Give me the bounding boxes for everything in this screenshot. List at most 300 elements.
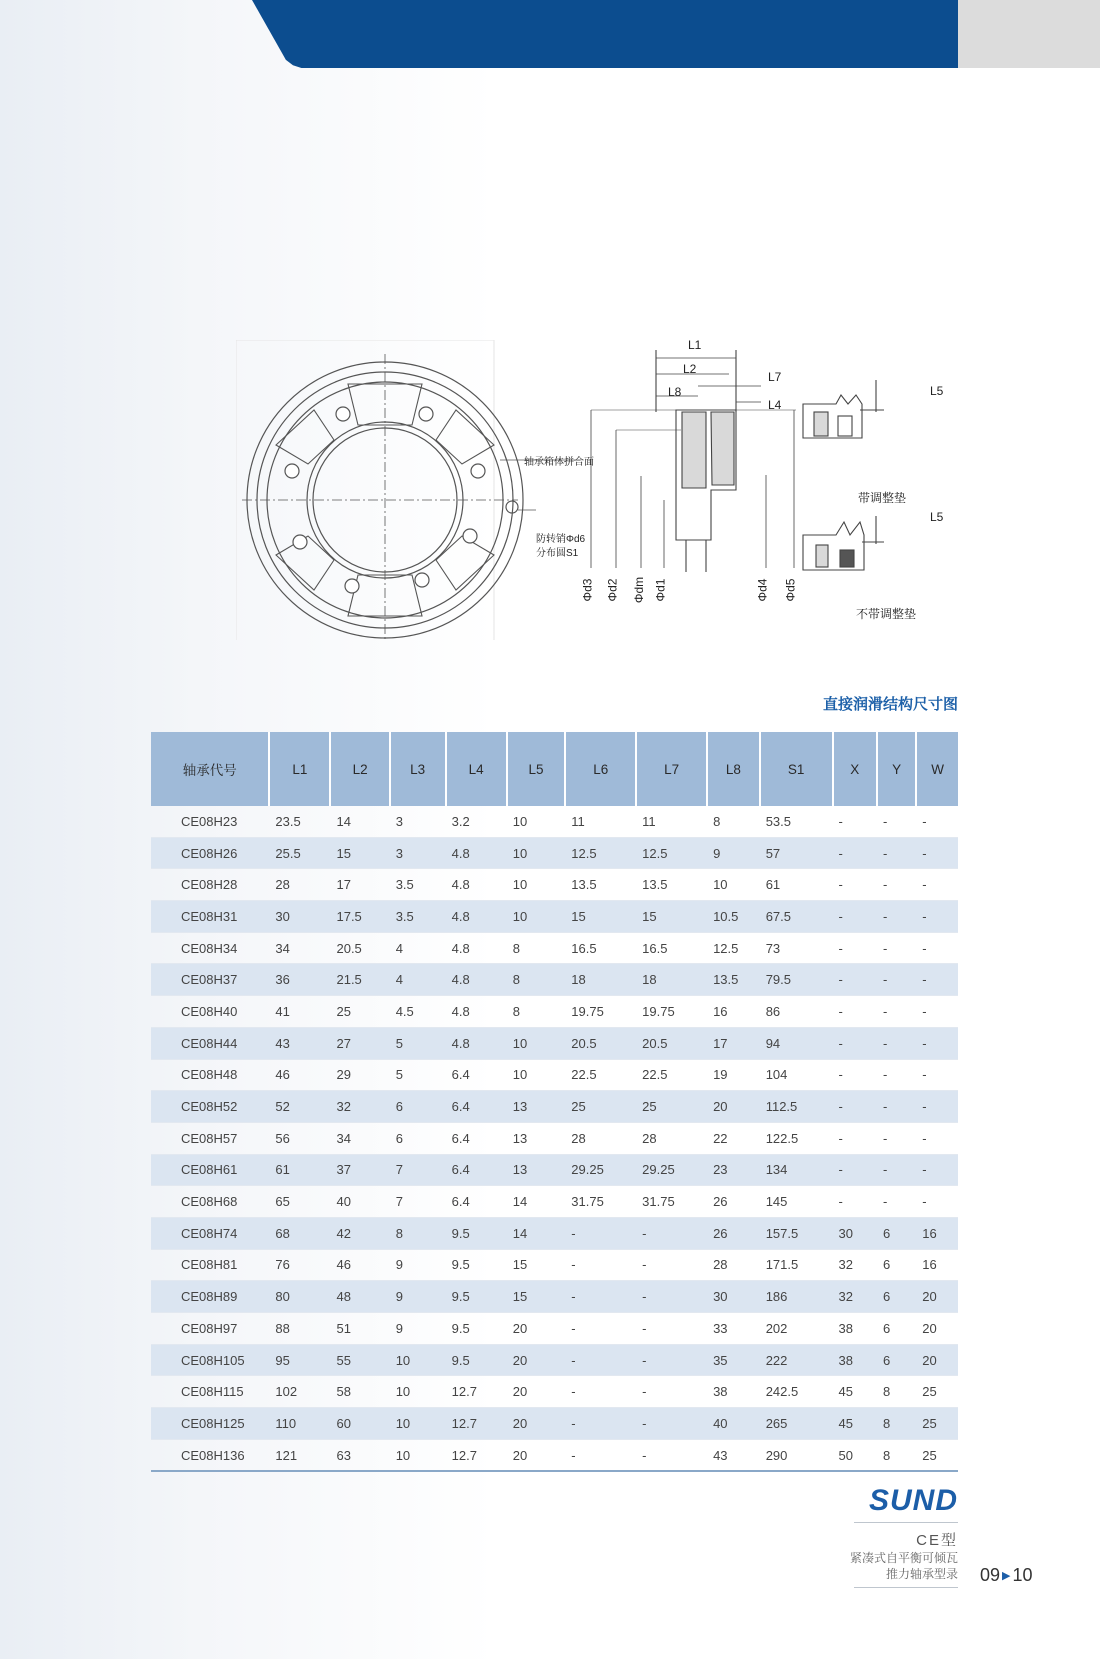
table-cell: 6	[877, 1249, 916, 1281]
table-cell: -	[565, 1313, 636, 1345]
table-cell: 4.8	[446, 869, 507, 901]
table-cell: 145	[760, 1186, 833, 1218]
table-cell: 29.25	[636, 1154, 707, 1186]
table-cell: 22	[707, 1122, 760, 1154]
section-title: 直接润滑结构尺寸图	[822, 696, 958, 713]
table-cell: -	[565, 1344, 636, 1376]
header-cell: L1	[269, 732, 330, 806]
annotation-split-face: 轴承箱体拼合面	[524, 457, 594, 468]
table-cell: -	[916, 901, 958, 933]
table-cell: 42	[330, 1217, 389, 1249]
header-cell: L3	[390, 732, 446, 806]
table-cell: 13.5	[707, 964, 760, 996]
page-number-right: 10	[1012, 1565, 1033, 1585]
table-cell: 222	[760, 1344, 833, 1376]
table-cell: -	[916, 996, 958, 1028]
table-cell: 61	[760, 869, 833, 901]
table-cell: -	[833, 1091, 877, 1123]
header-side-block	[958, 0, 1100, 68]
table-cell: -	[636, 1439, 707, 1471]
table-cell: -	[877, 932, 916, 964]
table-cell: 29	[330, 1059, 389, 1091]
table-row	[151, 1376, 958, 1408]
table-cell: 8	[507, 996, 566, 1028]
table-cell: 20	[916, 1313, 958, 1345]
table-cell: 11	[565, 806, 636, 837]
table-cell: -	[833, 1027, 877, 1059]
bearing-code-cell: CE08H81	[151, 1249, 269, 1281]
table-cell: 27	[330, 1027, 389, 1059]
table-cell: 52	[269, 1091, 330, 1123]
table-cell: 10	[390, 1344, 446, 1376]
table-cell: 171.5	[760, 1249, 833, 1281]
table-cell: 110	[269, 1408, 330, 1440]
table-cell: 134	[760, 1154, 833, 1186]
caption-without-shim: 不带调整垫	[856, 607, 917, 621]
table-cell: 58	[330, 1376, 389, 1408]
table-cell: -	[877, 996, 916, 1028]
header-cell: L8	[707, 732, 760, 806]
table-cell: 20.5	[565, 1027, 636, 1059]
bearing-code-cell: CE08H23	[151, 806, 269, 837]
table-cell: 9	[390, 1249, 446, 1281]
table-cell: 14	[507, 1217, 566, 1249]
table-cell: 16.5	[636, 932, 707, 964]
table-cell: 40	[330, 1186, 389, 1218]
table-cell: -	[877, 1186, 916, 1218]
table-cell: 15	[330, 837, 389, 869]
table-cell: -	[916, 964, 958, 996]
dia-label-d3: Φd3	[580, 578, 595, 602]
table-cell: 7	[390, 1154, 446, 1186]
table-cell: 10	[507, 837, 566, 869]
table-cell: 5	[390, 1059, 446, 1091]
table-cell: 19.75	[565, 996, 636, 1028]
table-cell: 6	[390, 1122, 446, 1154]
table-cell: 8	[507, 932, 566, 964]
table-cell: 9	[390, 1313, 446, 1345]
table-cell: 23.5	[269, 806, 330, 837]
table-cell: -	[833, 1186, 877, 1218]
table-cell: 10	[507, 806, 566, 837]
table-cell: 290	[760, 1439, 833, 1471]
table-cell: -	[565, 1249, 636, 1281]
table-cell: -	[833, 1122, 877, 1154]
table-cell: 9.5	[446, 1313, 507, 1345]
bearing-code-cell: CE08H44	[151, 1027, 269, 1059]
table-cell: 43	[269, 1027, 330, 1059]
table-cell: 41	[269, 996, 330, 1028]
table-cell: 157.5	[760, 1217, 833, 1249]
table-cell: 76	[269, 1249, 330, 1281]
table-cell: 5	[390, 1027, 446, 1059]
bearing-code-cell: CE08H125	[151, 1408, 269, 1440]
table-cell: 20	[916, 1281, 958, 1313]
annotation-pin-1: 防转销Φd6	[536, 534, 586, 545]
caption-with-shim: 带调整垫	[858, 491, 907, 505]
table-cell: -	[916, 869, 958, 901]
table-row	[151, 806, 958, 837]
table-cell: 4.5	[390, 996, 446, 1028]
table-row	[151, 1281, 958, 1313]
table-row	[151, 996, 958, 1028]
table-cell: 17.5	[330, 901, 389, 933]
catalog-subtitle-1: 紧凑式自平衡可倾瓦	[849, 1551, 958, 1565]
table-cell: 18	[565, 964, 636, 996]
table-cell: 10	[390, 1376, 446, 1408]
table-cell: 38	[833, 1344, 877, 1376]
table-cell: 51	[330, 1313, 389, 1345]
table-cell: 12.7	[446, 1376, 507, 1408]
table-cell: 48	[330, 1281, 389, 1313]
table-cell: 6.4	[446, 1186, 507, 1218]
table-cell: 122.5	[760, 1122, 833, 1154]
table-cell: 8	[877, 1408, 916, 1440]
table-cell: 265	[760, 1408, 833, 1440]
table-cell: 9	[707, 837, 760, 869]
table-cell: -	[636, 1313, 707, 1345]
table-cell: 17	[330, 869, 389, 901]
table-cell: 10	[707, 869, 760, 901]
table-cell: 6	[877, 1281, 916, 1313]
table-cell: 28	[636, 1122, 707, 1154]
bearing-code-cell: CE08H28	[151, 869, 269, 901]
brand-block	[850, 1486, 958, 1588]
dim-label-l2: L2	[683, 362, 697, 376]
table-cell: 33	[707, 1313, 760, 1345]
technical-drawing	[236, 340, 956, 640]
table-cell: -	[833, 996, 877, 1028]
table-cell: -	[833, 1059, 877, 1091]
table-cell: -	[877, 1059, 916, 1091]
table-row	[151, 869, 958, 901]
table-cell: 25	[636, 1091, 707, 1123]
table-cell: 20	[707, 1091, 760, 1123]
table-cell: 34	[330, 1122, 389, 1154]
dia-label-d5: Φd5	[783, 578, 798, 602]
table-cell: -	[833, 932, 877, 964]
table-cell: -	[636, 1344, 707, 1376]
table-cell: 46	[269, 1059, 330, 1091]
catalog-model: CE型	[916, 1532, 958, 1549]
table-cell: 6	[877, 1313, 916, 1345]
table-cell: -	[877, 901, 916, 933]
table-row	[151, 1344, 958, 1376]
table-cell: 31.75	[636, 1186, 707, 1218]
table-cell: 56	[269, 1122, 330, 1154]
table-cell: -	[636, 1249, 707, 1281]
table-cell: 4.8	[446, 964, 507, 996]
table-cell: -	[916, 1027, 958, 1059]
table-cell: -	[565, 1408, 636, 1440]
bearing-code-cell: CE08H26	[151, 837, 269, 869]
table-cell: 32	[833, 1281, 877, 1313]
table-cell: 186	[760, 1281, 833, 1313]
table-row	[151, 1408, 958, 1440]
table-row	[151, 1217, 958, 1249]
table-row	[151, 1154, 958, 1186]
header-cell: L4	[446, 732, 507, 806]
bearing-code-cell: CE08H89	[151, 1281, 269, 1313]
page-arrow-icon: ▶	[1002, 1570, 1011, 1582]
table-row	[151, 1186, 958, 1218]
table-cell: 13	[507, 1154, 566, 1186]
bearing-code-cell: CE08H40	[151, 996, 269, 1028]
dia-label-dm: Φdm	[632, 576, 647, 604]
header-cell: L5	[507, 732, 566, 806]
dim-label-l7: L7	[768, 370, 782, 384]
table-cell: 13.5	[636, 869, 707, 901]
table-cell: 29.25	[565, 1154, 636, 1186]
table-cell: -	[916, 837, 958, 869]
table-cell: 55	[330, 1344, 389, 1376]
table-cell: 22.5	[565, 1059, 636, 1091]
table-cell: 79.5	[760, 964, 833, 996]
table-cell: 25	[565, 1091, 636, 1123]
table-row	[151, 964, 958, 996]
table-cell: -	[636, 1217, 707, 1249]
table-cell: 8	[507, 964, 566, 996]
table-cell: 26	[707, 1217, 760, 1249]
table-cell: 6	[877, 1217, 916, 1249]
table-cell: -	[877, 964, 916, 996]
table-cell: 12.5	[636, 837, 707, 869]
table-cell: 25	[330, 996, 389, 1028]
table-cell: 53.5	[760, 806, 833, 837]
table-cell: 25	[916, 1439, 958, 1471]
table-cell: 3	[390, 837, 446, 869]
table-cell: 57	[760, 837, 833, 869]
table-cell: 15	[507, 1249, 566, 1281]
table-cell: -	[833, 901, 877, 933]
table-cell: 45	[833, 1376, 877, 1408]
table-cell: 8	[707, 806, 760, 837]
table-cell: -	[833, 806, 877, 837]
table-cell: 30	[707, 1281, 760, 1313]
table-cell: 10.5	[707, 901, 760, 933]
header-cell: L6	[565, 732, 636, 806]
table-cell: 202	[760, 1313, 833, 1345]
table-cell: 15	[507, 1281, 566, 1313]
table-cell: 20.5	[330, 932, 389, 964]
dia-label-d4: Φd4	[755, 578, 770, 602]
brand-divider-bottom	[854, 1587, 958, 1588]
table-row	[151, 1249, 958, 1281]
table-cell: -	[916, 932, 958, 964]
table-cell: 4.8	[446, 996, 507, 1028]
table-cell: 32	[833, 1249, 877, 1281]
table-cell: 102	[269, 1376, 330, 1408]
table-header-row	[151, 732, 958, 806]
table-cell: -	[636, 1408, 707, 1440]
catalog-subtitle-2: 推力轴承型录	[885, 1567, 958, 1581]
table-cell: 73	[760, 932, 833, 964]
table-cell: 46	[330, 1249, 389, 1281]
dim-label-l4: L4	[768, 398, 782, 412]
table-cell: 11	[636, 806, 707, 837]
table-cell: 10	[507, 869, 566, 901]
table-cell: -	[833, 869, 877, 901]
table-cell: 38	[833, 1313, 877, 1345]
table-cell: 8	[877, 1439, 916, 1471]
table-cell: 19.75	[636, 996, 707, 1028]
table-cell: 16	[916, 1249, 958, 1281]
table-cell: 4	[390, 964, 446, 996]
table-row	[151, 1059, 958, 1091]
table-cell: 6.4	[446, 1122, 507, 1154]
bearing-code-cell: CE08H74	[151, 1217, 269, 1249]
table-cell: 7	[390, 1186, 446, 1218]
bearing-code-cell: CE08H68	[151, 1186, 269, 1218]
table-cell: -	[636, 1376, 707, 1408]
bearing-code-cell: CE08H97	[151, 1313, 269, 1345]
table-cell: -	[877, 1091, 916, 1123]
table-cell: 68	[269, 1217, 330, 1249]
table-cell: -	[833, 964, 877, 996]
table-cell: 28	[565, 1122, 636, 1154]
table-cell: -	[877, 806, 916, 837]
table-cell: -	[565, 1376, 636, 1408]
table-cell: 40	[707, 1408, 760, 1440]
table-cell: 3	[390, 806, 446, 837]
table-cell: 4.8	[446, 1027, 507, 1059]
table-cell: 10	[507, 901, 566, 933]
table-cell: 60	[330, 1408, 389, 1440]
bearing-code-cell: CE08H105	[151, 1344, 269, 1376]
table-cell: 37	[330, 1154, 389, 1186]
bearing-code-cell: CE08H52	[151, 1091, 269, 1123]
table-row	[151, 1027, 958, 1059]
table-cell: -	[877, 837, 916, 869]
table-cell: 28	[269, 869, 330, 901]
table-cell: 10	[507, 1027, 566, 1059]
table-cell: -	[916, 1154, 958, 1186]
table-cell: -	[916, 1059, 958, 1091]
table-cell: 15	[636, 901, 707, 933]
table-cell: -	[565, 1439, 636, 1471]
dim-label-l5-top: L5	[930, 384, 944, 398]
table-cell: -	[916, 806, 958, 837]
table-row	[151, 1439, 958, 1471]
table-cell: 9	[390, 1281, 446, 1313]
table-cell: 22.5	[636, 1059, 707, 1091]
table-cell: 12.7	[446, 1408, 507, 1440]
table-cell: 94	[760, 1027, 833, 1059]
table-cell: 13	[507, 1091, 566, 1123]
table-body	[151, 806, 958, 1471]
table-cell: 20	[507, 1313, 566, 1345]
table-cell: 50	[833, 1439, 877, 1471]
bearing-code-cell: CE08H48	[151, 1059, 269, 1091]
table-cell: -	[916, 1186, 958, 1218]
table-cell: 43	[707, 1439, 760, 1471]
table-cell: 6.4	[446, 1059, 507, 1091]
table-cell: 26	[707, 1186, 760, 1218]
table-row	[151, 837, 958, 869]
dimension-table	[151, 732, 958, 1472]
table-cell: 3.2	[446, 806, 507, 837]
table-cell: 20	[507, 1344, 566, 1376]
table-cell: 30	[269, 901, 330, 933]
dia-label-d1: Φd1	[653, 578, 668, 602]
table-cell: 19	[707, 1059, 760, 1091]
table-cell: -	[877, 1122, 916, 1154]
table-cell: 121	[269, 1439, 330, 1471]
dim-label-l8: L8	[668, 385, 682, 399]
table-cell: 32	[330, 1091, 389, 1123]
table-cell: -	[877, 869, 916, 901]
header-cell: S1	[760, 732, 833, 806]
table-cell: 10	[507, 1059, 566, 1091]
table-cell: 14	[507, 1186, 566, 1218]
table-cell: -	[636, 1281, 707, 1313]
table-cell: -	[877, 1027, 916, 1059]
table-row	[151, 1122, 958, 1154]
brand-divider	[854, 1522, 958, 1523]
table-cell: 88	[269, 1313, 330, 1345]
table-row	[151, 901, 958, 933]
table-cell: -	[565, 1217, 636, 1249]
bearing-code-cell: CE08H31	[151, 901, 269, 933]
table-cell: 36	[269, 964, 330, 996]
table-cell: 6	[877, 1344, 916, 1376]
table-cell: 34	[269, 932, 330, 964]
bearing-code-cell: CE08H37	[151, 964, 269, 996]
brand-logo: SUND	[868, 1484, 958, 1517]
table-cell: 104	[760, 1059, 833, 1091]
table-cell: -	[877, 1154, 916, 1186]
header-cell: X	[833, 732, 877, 806]
table-cell: 45	[833, 1408, 877, 1440]
page-numbers	[980, 1565, 1033, 1586]
header-cell: L2	[330, 732, 389, 806]
table-cell: 63	[330, 1439, 389, 1471]
bearing-code-cell: CE08H115	[151, 1376, 269, 1408]
table-cell: -	[916, 1122, 958, 1154]
table-cell: 30	[833, 1217, 877, 1249]
table-cell: 18	[636, 964, 707, 996]
table-cell: 13	[507, 1122, 566, 1154]
table-cell: 3.5	[390, 869, 446, 901]
table-cell: 6.4	[446, 1091, 507, 1123]
bearing-code-cell: CE08H57	[151, 1122, 269, 1154]
table-cell: 12.5	[707, 932, 760, 964]
table-cell: 6	[390, 1091, 446, 1123]
bearing-code-cell: CE08H61	[151, 1154, 269, 1186]
table-cell: 3.5	[390, 901, 446, 933]
table-cell: 31.75	[565, 1186, 636, 1218]
table-cell: 12.7	[446, 1439, 507, 1471]
table-cell: 4.8	[446, 932, 507, 964]
annotation-pin-2: 分布圆S1	[536, 548, 579, 559]
table-cell: 4.8	[446, 837, 507, 869]
table-cell: 17	[707, 1027, 760, 1059]
table-cell: 20.5	[636, 1027, 707, 1059]
table-cell: 10	[390, 1439, 446, 1471]
table-cell: 9.5	[446, 1217, 507, 1249]
table-cell: 38	[707, 1376, 760, 1408]
table-cell: -	[833, 837, 877, 869]
table-row	[151, 932, 958, 964]
dim-label-l1: L1	[688, 338, 702, 352]
table-cell: 16.5	[565, 932, 636, 964]
table-cell: 67.5	[760, 901, 833, 933]
table-cell: 10	[390, 1408, 446, 1440]
table-cell: 242.5	[760, 1376, 833, 1408]
table-cell: 14	[330, 806, 389, 837]
table-cell: 65	[269, 1186, 330, 1218]
table-cell: 21.5	[330, 964, 389, 996]
